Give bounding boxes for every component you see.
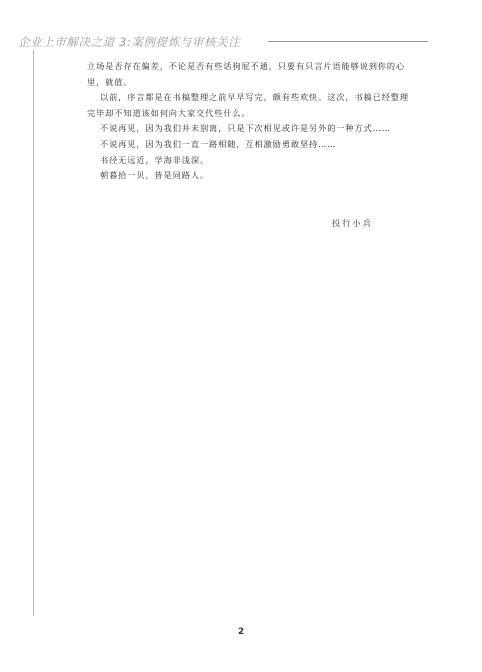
- paragraph: 不说再见，因为我们并未别离，只是下次相见或许是另外的一种方式……: [100, 123, 391, 134]
- paragraph: 朝暮拾一贝，皆是同路人。: [100, 170, 210, 181]
- paragraph: 书径无远近，学海非浅深。: [100, 154, 210, 165]
- author-signature: 投行小兵: [332, 218, 373, 228]
- paragraph: 不说再见，因为我们一直一路相随，互相激励勇敢坚持……: [100, 138, 337, 149]
- header-rule: [268, 41, 428, 42]
- body-text: [87, 59, 417, 184]
- paragraph: 立场是否存在偏差，不论是否有些话狗屁不通，只要有只言片语能够说到你的心里，就值。: [87, 61, 406, 87]
- margin-rule: [33, 50, 34, 616]
- paragraph: 以前，序言都是在书稿整理之前早早写完，颇有些欢快。这次，书稿已经整理完毕却不知道该如何向大家交代些什么。: [87, 92, 409, 118]
- running-header-title: 企业上市解决之道 3:案例提炼与审核关注: [18, 35, 241, 49]
- page-number: 2: [237, 627, 245, 637]
